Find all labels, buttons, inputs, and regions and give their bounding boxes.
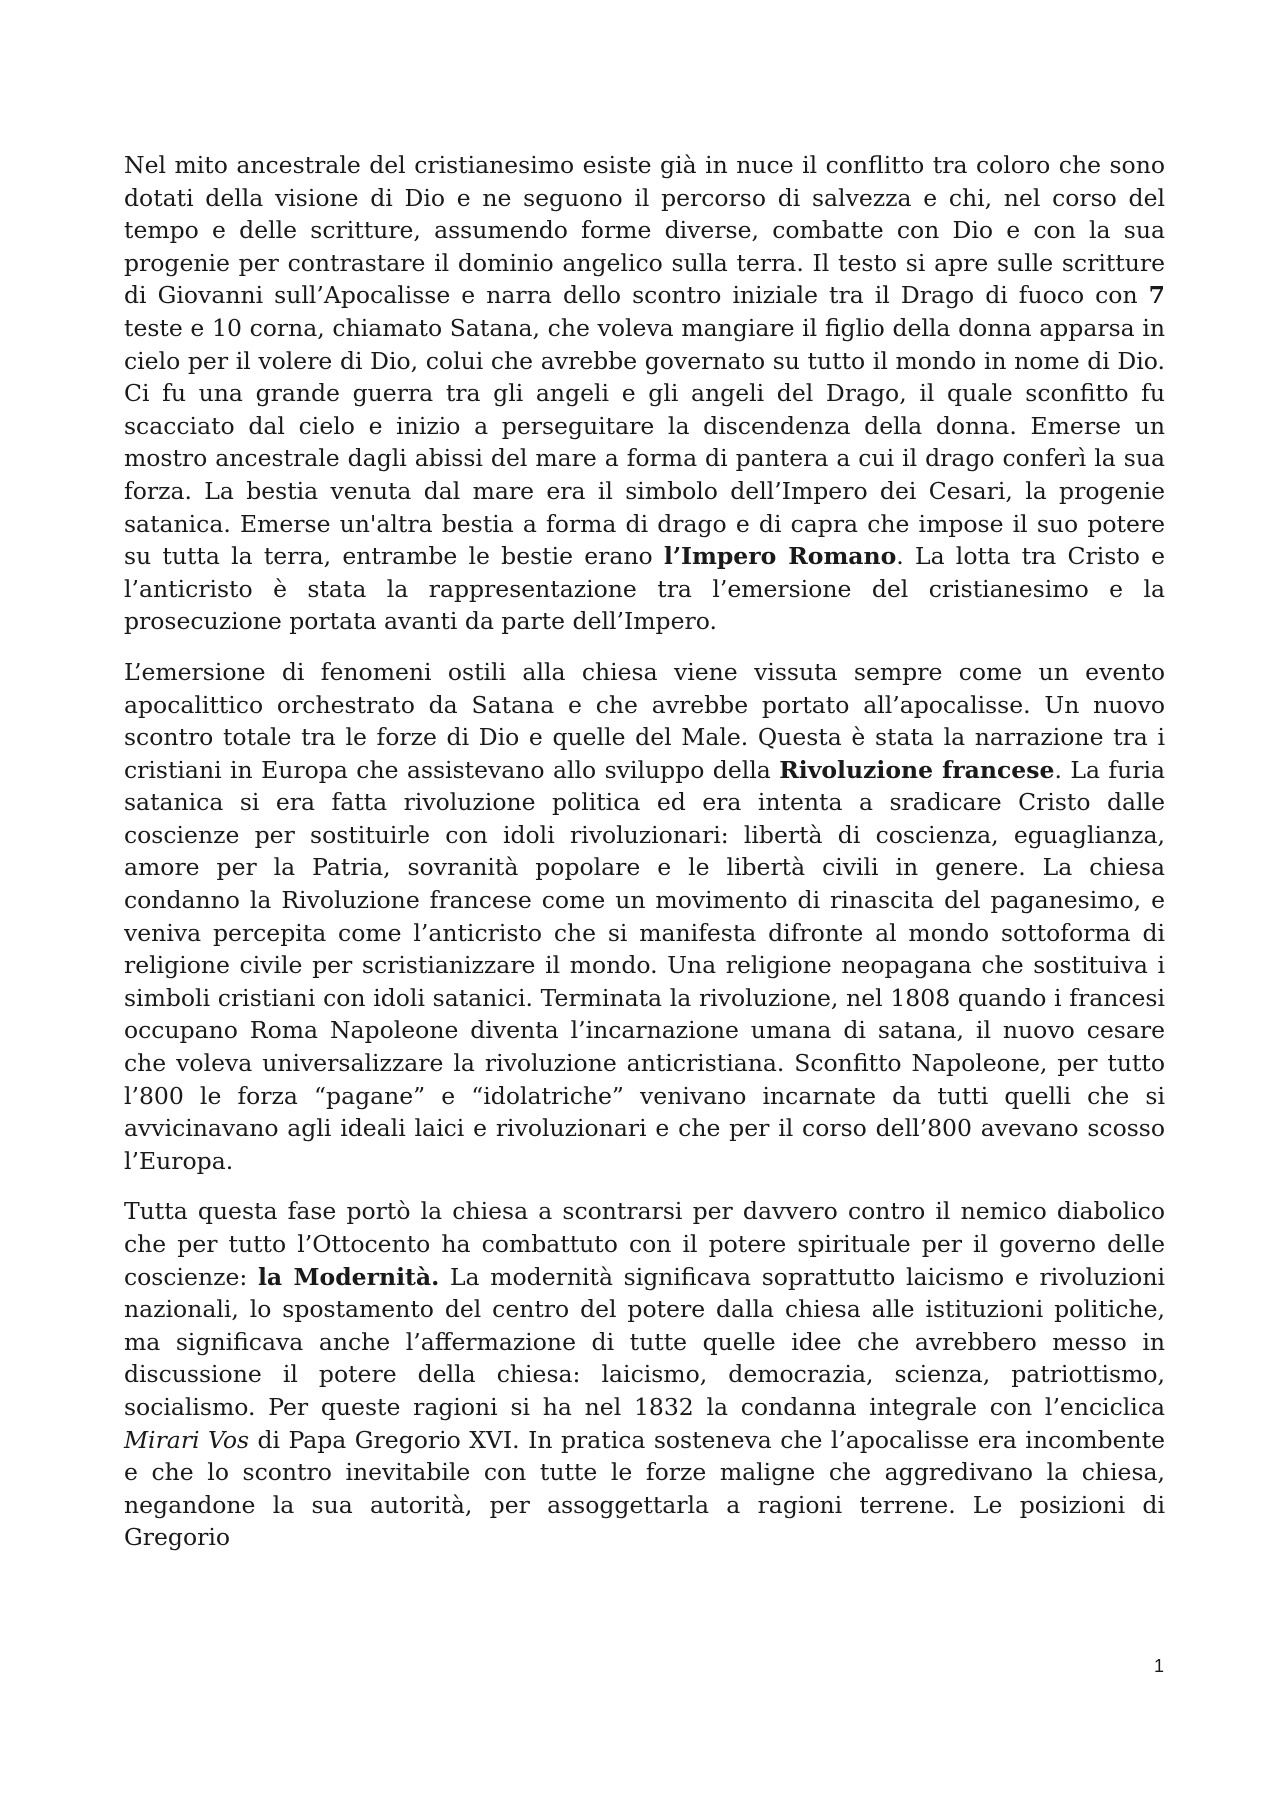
text-run: . La furia satanica si era fatta rivoluzione politica ed era intenta a sradicare Cristo dalle coscienze per sostituirle con idoli rivoluzionari: libertà di coscienza, eguaglianza, amore per la Patria, sovranità popolare e le libertà civili in genere. La chiesa condanno la Rivoluzione francese come un movimento di rinascita del paganesimo, e veniva percepita come l’anticristo che si manifesta difronte al mondo sottoforma di religione civile per scristianizzare il mondo. Una religione neopagana che sostituiva i simboli cristiani con idoli satanici. Terminata la rivoluzione, nel 1808 quando i francesi occupano Roma Napoleone diventa l’incarnazione umana di satana, il nuovo cesare che voleva universalizzare la rivoluzione anticristiana. Sconfitto Napoleone, per tutto l’800 le forza “pagane” e “idolatriche” venivano incarnate da tutti quelli che si avvicinavano agli ideali laici e rivoluzionari e che per il corso dell’800 avevano scosso l’Europa. xyxy=(124,755,1165,1175)
text-run: Tutta questa fase portò la chiesa a scontrarsi per davvero contro il nemico diabolico che per tutto l’Ottocento ha combattuto con il potere spirituale per il governo delle coscienze: xyxy=(124,1197,1165,1291)
paragraph-2 xyxy=(124,656,1165,1178)
paragraph-1 xyxy=(124,149,1165,638)
text-run: Nel mito ancestrale del cristianesimo esiste già in nuce il conflitto tra coloro che sono dotati della visione di Dio e ne seguono il percorso di salvezza e chi, nel corso del tempo e delle scritture, assumendo forme diverse, combatte con Dio e con la sua progenie per contrastare il dominio angelico sulla terra. Il testo si apre sulle scritture di Giovanni sull’Apocalisse e narra dello scontro iniziale tra il Drago di fuoco con xyxy=(124,151,1165,310)
page-content xyxy=(124,149,1165,1572)
text-run: . La lotta tra Cristo e l’anticristo è stata la rappresentazione tra l’emersione del cristianesimo e la prosecuzione portata avanti da parte dell’Impero. xyxy=(124,542,1165,636)
text-run: di Papa Gregorio XVI. In pratica sosteneva che l’apocalisse era incombente e che lo scontro inevitabile con tutte le forze maligne che aggredivano la chiesa, negandone la sua autorità, per assoggettarla a ragioni terrene. Le posizioni di Gregorio xyxy=(124,1425,1165,1552)
page-number: 1 xyxy=(1153,1656,1164,1676)
text-run-bold: 7 xyxy=(1148,281,1165,310)
paragraph-3 xyxy=(124,1195,1165,1554)
text-run: teste e 10 corna, chiamato Satana, che voleva mangiare il figlio della donna apparsa in cielo per il volere di Dio, colui che avrebbe governato su tutto il mondo in nome di Dio. Ci fu una grande guerra tra gli angeli e gli angeli del Drago, il quale sconfitto fu scacciato dal cielo e inizio a perseguitare la discendenza della donna. Emerse un mostro ancestrale dagli abissi del mare a forma di pantera a cui il drago conferì la sua forza. La bestia venuta dal mare era il simbolo dell’Impero dei Cesari, la progenie satanica. Emerse un'altra bestia a forma di drago e di capra che impose il suo potere su tutta la terra, entrambe le bestie erano xyxy=(124,313,1165,571)
text-run: La modernità significava soprattutto laicismo e rivoluzioni nazionali, lo spostamento del centro del potere dalla chiesa alle istituzioni politiche, ma significava anche l’affermazione di tutte quelle idee che avrebbero messo in discussione il potere della chiesa: laicismo, democrazia, scienza, patriottismo, socialismo. Per queste ragioni si ha nel 1832 la condanna integrale con l’enciclica xyxy=(124,1262,1165,1421)
text-run-italic: Mirari Vos xyxy=(124,1425,250,1454)
text-run-bold: l’Impero Romano xyxy=(663,542,897,571)
text-run: L’emersione di fenomeni ostili alla chiesa viene vissuta sempre come un evento apocalittico orchestrato da Satana e che avrebbe portato all’apocalisse. Un nuovo scontro totale tra le forze di Dio e quelle del Male. Questa è stata la narrazione tra i cristiani in Europa che assistevano allo sviluppo della xyxy=(124,657,1165,784)
text-run-bold: Rivoluzione francese xyxy=(779,755,1055,784)
text-run-bold: la Modernità. xyxy=(257,1262,440,1291)
